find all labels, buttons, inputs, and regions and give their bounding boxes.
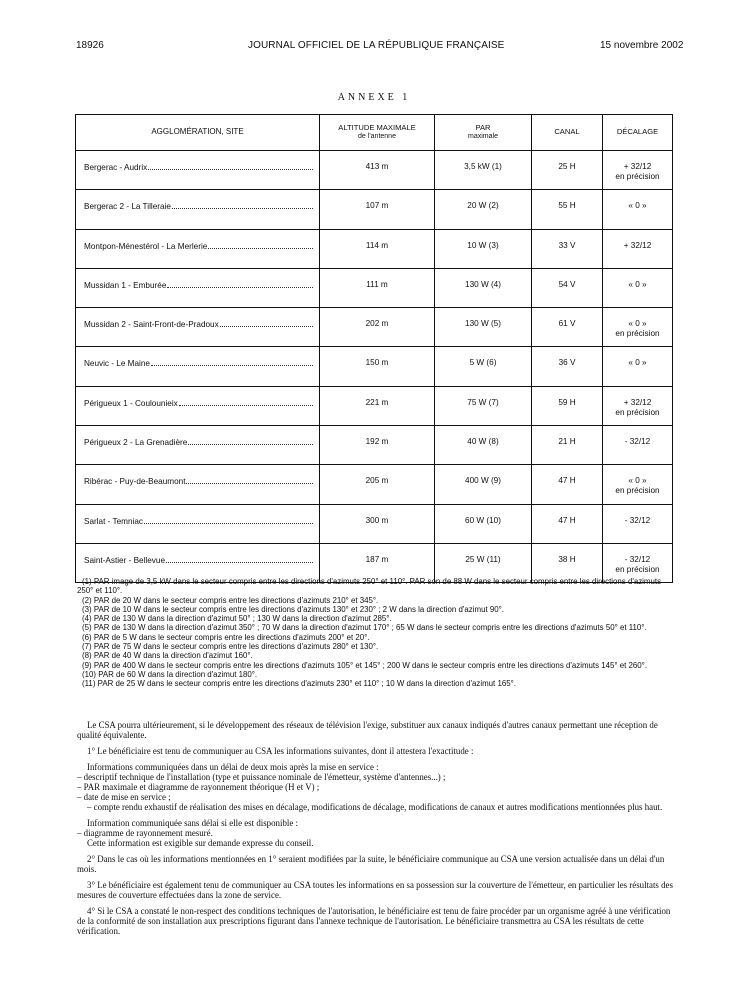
publication-date: 15 novembre 2002 xyxy=(600,40,684,51)
cell-decalage xyxy=(603,426,672,464)
decalage-precision: en précision xyxy=(615,172,660,181)
header-par xyxy=(435,115,532,150)
cell-site xyxy=(76,308,320,346)
header-decalage: DÉCALAGE xyxy=(616,127,659,137)
decalage-value: - 32/12 xyxy=(624,554,651,564)
site-name: Montpon-Ménestérol - La Merlerie xyxy=(84,241,208,251)
cell-site xyxy=(76,347,320,385)
cell-par: 130 W (5) xyxy=(435,308,532,346)
cell-canal: 25 H xyxy=(532,151,603,189)
list-item: – compte rendu exhaustif de réalisation des mises en décalage, modifications de décalage, modifications de canaux et autres modifications mentionnées plus haut. xyxy=(87,802,663,812)
footnotes xyxy=(77,577,677,689)
body-text xyxy=(77,720,677,936)
paragraph-exigible: Cette information est exigible sur demande expresse du conseil. xyxy=(87,838,314,848)
table-row xyxy=(76,426,672,465)
dot-leader xyxy=(172,201,313,209)
site-name: Neuvic - Le Maine xyxy=(84,359,150,369)
dot-leader xyxy=(188,437,313,445)
paragraph-canaux: Le CSA pourra ultérieurement, si le développement des réseaux de télévision l'exige, substituer aux canaux indiqués d'autres canaux permettant une réception de qualité équivalente. xyxy=(77,720,658,740)
cell-site xyxy=(76,151,320,189)
header-par-line2: maximale xyxy=(468,132,498,140)
cell-par: 10 W (3) xyxy=(435,230,532,268)
cell-canal: 21 H xyxy=(532,426,603,464)
paragraph-informations: Informations communiquées dans un délai de deux mois après la mise en service : xyxy=(87,762,379,772)
decalage-value: « 0 » xyxy=(628,319,647,329)
footnote: (2) PAR de 20 W dans le secteur compris entre les directions d'azimuts 210° et 345°. xyxy=(82,595,379,605)
site-name: Bergerac 2 - La Tilleraie xyxy=(84,202,171,212)
cell-canal: 59 H xyxy=(532,387,603,425)
paragraph-3: 3° Le bénéficiaire est également tenu de communiquer au CSA toutes les informations en sa possession sur la couverture de l'émetteur, en particulier les résultats des mesures de couverture effectuées dans la zone de service. xyxy=(77,880,673,900)
dot-leader xyxy=(151,358,313,366)
footnote: (10) PAR de 60 W dans la direction d'azimut 180°. xyxy=(82,669,258,679)
cell-canal: 33 V xyxy=(532,230,603,268)
table-row xyxy=(76,269,672,308)
decalage-precision: en précision xyxy=(615,407,660,417)
site-name: Bergerac - Audrix xyxy=(84,163,148,172)
paragraph-sans-delai: Information communiquée sans délai si elle est disponible : xyxy=(87,818,298,828)
cell-site xyxy=(76,190,320,228)
cell-altitude: 300 m xyxy=(320,505,435,543)
cell-decalage xyxy=(603,387,672,425)
site-name: Mussidan 1 - Emburée xyxy=(84,280,167,290)
cell-decalage xyxy=(603,465,672,503)
decalage-value: « 0 » xyxy=(628,476,647,486)
decalage-value: + 32/12 xyxy=(623,397,652,407)
cell-site xyxy=(76,269,320,307)
cell-altitude: 205 m xyxy=(320,465,435,503)
decalage-value: « 0 » xyxy=(628,358,647,368)
cell-altitude: 114 m xyxy=(320,230,435,268)
decalage-value: + 32/12 xyxy=(623,240,652,250)
header-site: AGGLOMÉRATION, SITE xyxy=(76,115,320,150)
cell-canal: 54 V xyxy=(532,269,603,307)
table-header-row xyxy=(76,115,672,151)
cell-par: 40 W (8) xyxy=(435,426,532,464)
site-name: Mussidan 2 - Saint-Front-de-Pradoux xyxy=(84,320,219,330)
cell-par: 25 W (11) xyxy=(435,544,532,582)
cell-decalage xyxy=(603,308,672,346)
list-item: – date de mise en service ; xyxy=(77,792,171,802)
cell-canal: 38 H xyxy=(532,544,603,582)
header-altitude-line1: ALTITUDE MAXIMALE xyxy=(338,123,416,132)
cell-canal: 47 H xyxy=(532,465,603,503)
paragraph-1: 1° Le bénéficiaire est tenu de communiquer au CSA les informations suivantes, dont il attestera l'exactitude : xyxy=(87,746,474,756)
footnote: (7) PAR de 75 W dans le secteur compris entre les directions d'azimuts 280° et 130°. xyxy=(82,642,379,652)
cell-decalage xyxy=(603,505,672,543)
list-item: – descriptif technique de l'installation (type et puissance nominale de l'émetteur, système d'antennes...) ; xyxy=(77,772,446,782)
dot-leader xyxy=(167,280,313,288)
dot-leader xyxy=(148,162,313,170)
cell-altitude: 107 m xyxy=(320,190,435,228)
decalage-precision: en précision xyxy=(615,564,660,574)
table-row xyxy=(76,465,672,504)
footnote: (6) PAR de 5 W dans le secteur compris entre les directions d'azimuts 200° et 20°. xyxy=(82,632,370,642)
cell-decalage xyxy=(603,190,672,228)
table-row xyxy=(76,387,672,426)
header-altitude-line2: de l'antenne xyxy=(358,132,396,140)
footnote: (11) PAR de 25 W dans le secteur compris entre les directions d'azimuts 230° et 110° ; 10 W dans la direction d'azimut 165°. xyxy=(82,679,516,689)
footnote: (1) PAR image de 3,5 kW dans le secteur compris entre les directions d'azimuts 250° et 110°. PAR son de 88 W dans le secteur compris entre les directions d'azimuts 250° et 110°. xyxy=(77,577,662,596)
cell-canal: 55 H xyxy=(532,190,603,228)
site-name: Périgueux 2 - La Grenadière xyxy=(84,438,188,448)
paragraph-4: 4° Si le CSA a constaté le non-respect des conditions techniques de l'autorisation, le bénéficiaire est tenu de faire procéder par un organisme agréé à une vérification de la conformité de son installation aux prescriptions figurant dans l'annexe technique de l'autorisation. Le bénéficiaire transmettra au CSA les résultats de cette vérification. xyxy=(77,906,671,936)
cell-altitude: 221 m xyxy=(320,387,435,425)
table-body xyxy=(76,151,672,582)
cell-par: 5 W (6) xyxy=(435,347,532,385)
list-item: – PAR maximale et diagramme de rayonnement théorique (H et V) ; xyxy=(77,782,320,792)
site-name: Périgueux 1 - Coulounieix xyxy=(84,398,178,408)
dot-leader xyxy=(179,398,313,406)
decalage-value: - 32/12 xyxy=(624,437,651,447)
decalage-precision: en précision xyxy=(615,486,660,496)
cell-site xyxy=(76,465,320,503)
header-canal: CANAL xyxy=(532,115,603,150)
journal-title: JOURNAL OFFICIEL DE LA RÉPUBLIQUE FRANÇAISE xyxy=(248,40,505,51)
dot-leader xyxy=(144,516,313,524)
site-name: Saint-Astier - Bellevue xyxy=(84,555,165,565)
header-par-line1: PAR xyxy=(475,123,491,132)
cell-site xyxy=(76,230,320,268)
cell-decalage xyxy=(603,230,672,268)
frequency-table xyxy=(75,114,673,583)
table-row xyxy=(76,347,672,386)
cell-par: 130 W (4) xyxy=(435,269,532,307)
page-header xyxy=(0,40,748,54)
decalage-value: + 32/12 xyxy=(623,162,652,171)
cell-par: 20 W (2) xyxy=(435,190,532,228)
list-item: – diagramme de rayonnement mesuré. xyxy=(77,828,213,838)
dot-leader xyxy=(208,241,313,249)
decalage-value: - 32/12 xyxy=(624,515,651,525)
table-row xyxy=(76,230,672,269)
cell-site xyxy=(76,505,320,543)
site-name: Ribérac - Puy-de-Beaumont xyxy=(84,477,186,487)
cell-altitude: 202 m xyxy=(320,308,435,346)
paragraph-2: 2° Dans le cas où les informations mentionnées en 1° seraient modifiées par la suite, le bénéficiaire communique au CSA une version actualisée dans un délai d'un mois. xyxy=(77,854,665,874)
cell-canal: 61 V xyxy=(532,308,603,346)
cell-decalage xyxy=(603,269,672,307)
dot-leader xyxy=(186,476,313,484)
annex-title: ANNEXE 1 xyxy=(337,92,411,103)
cell-par: 3,5 kW (1) xyxy=(435,151,532,189)
cell-altitude: 413 m xyxy=(320,151,435,189)
decalage-value: « 0 » xyxy=(628,201,647,211)
page-number: 18926 xyxy=(76,40,104,51)
footnote: (4) PAR de 130 W dans la direction d'azimut 50° ; 130 W dans la direction d'azimut 285°. xyxy=(82,614,392,624)
cell-canal: 36 V xyxy=(532,347,603,385)
cell-par: 75 W (7) xyxy=(435,387,532,425)
cell-decalage xyxy=(603,151,672,189)
cell-canal: 47 H xyxy=(532,505,603,543)
table-row xyxy=(76,308,672,347)
cell-site xyxy=(76,426,320,464)
cell-altitude: 192 m xyxy=(320,426,435,464)
site-name: Sarlat - Temniac xyxy=(84,516,144,526)
footnote: (5) PAR de 130 W dans la direction d'azimut 350° ; 70 W dans la direction d'azimut 170° ; 65 W dans le secteur compris entre les directions d'azimuts 50° et 110°. xyxy=(82,623,647,633)
table-row xyxy=(76,151,672,190)
footnote: (8) PAR de 40 W dans la direction d'azimut 160°. xyxy=(82,651,253,661)
header-altitude xyxy=(320,115,435,150)
cell-decalage xyxy=(603,347,672,385)
cell-altitude: 150 m xyxy=(320,347,435,385)
table-row xyxy=(76,505,672,544)
dot-leader xyxy=(220,319,313,327)
cell-site xyxy=(76,387,320,425)
decalage-value: « 0 » xyxy=(628,279,647,289)
footnote: (3) PAR de 10 W dans le secteur compris entre les directions d'azimuts 130° et 230° ; 2 W dans la direction d'azimut 90°. xyxy=(82,604,504,614)
dot-leader xyxy=(166,555,313,563)
cell-altitude: 187 m xyxy=(320,544,435,582)
decalage-precision: en précision xyxy=(615,329,660,339)
footnote: (9) PAR de 400 W dans le secteur compris entre les directions d'azimuts 105° et 145° ; 200 W dans le secteur compris entre les directions d'azimuts 145° et 260°. xyxy=(82,660,648,670)
cell-altitude: 111 m xyxy=(320,269,435,307)
cell-par: 60 W (10) xyxy=(435,505,532,543)
cell-par: 400 W (9) xyxy=(435,465,532,503)
table-row xyxy=(76,190,672,229)
